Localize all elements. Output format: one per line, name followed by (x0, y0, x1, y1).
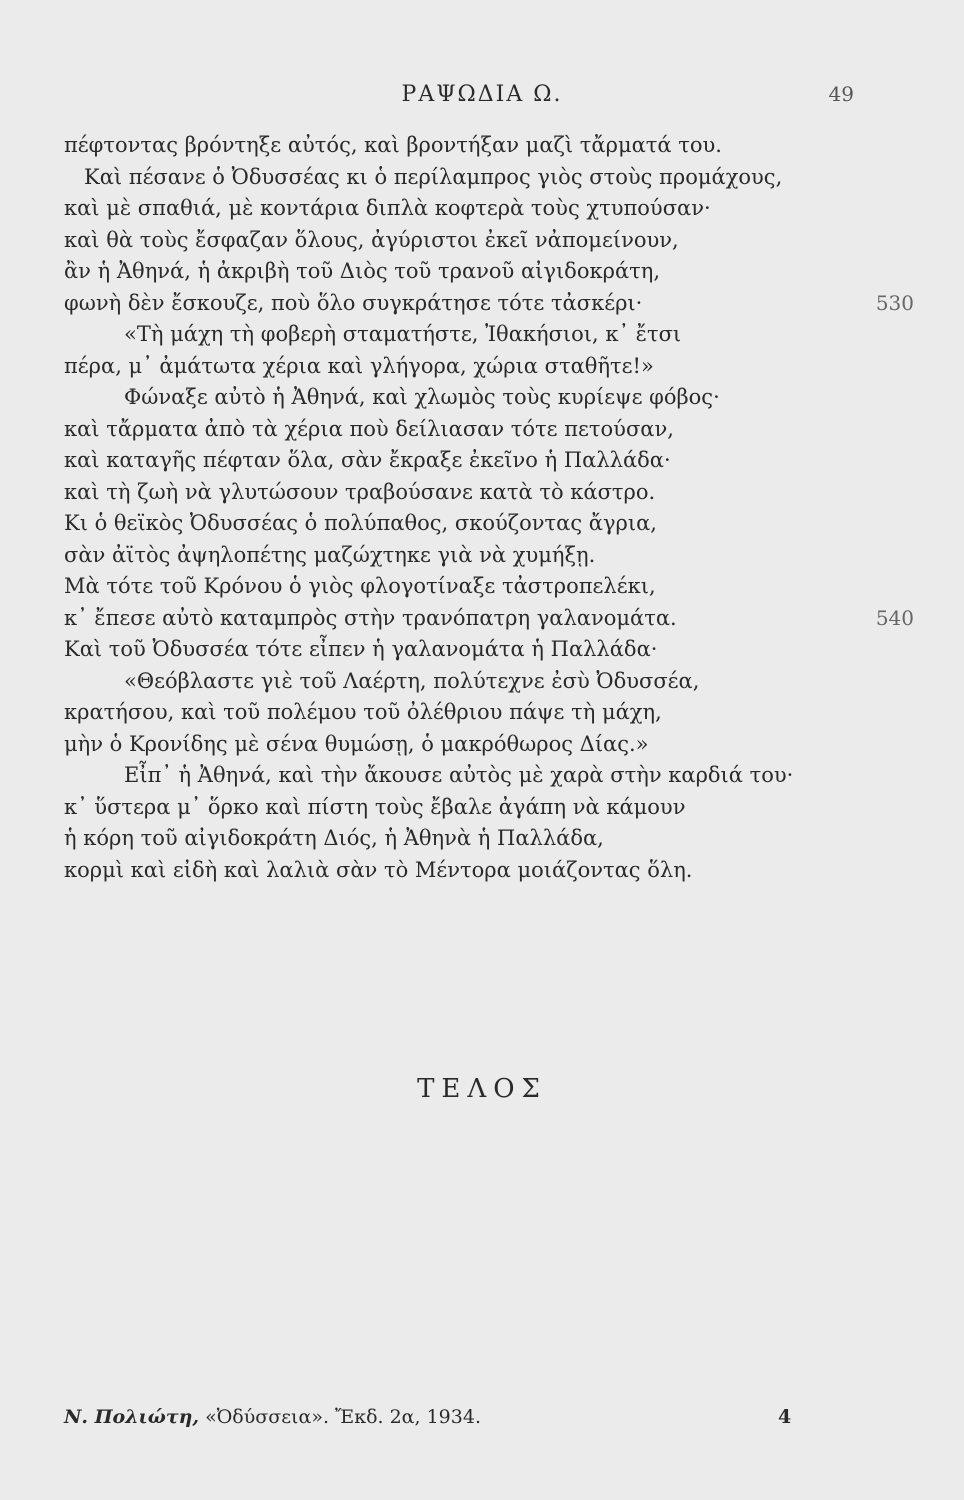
verse-text: πέρα, μ᾿ ἀμάτωτα χέρια καὶ γλήγορα, χώρια σταθῆτε!» (64, 353, 654, 378)
verse-line (64, 193, 884, 225)
verse-text: Μὰ τότε τοῦ Κρόνου ὁ γιὸς φλογοτίναξε τἀστροπελέκι, (64, 574, 656, 598)
verse-text: κ᾿ ἔπεσε αὐτὸ καταμπρὸς στὴν τρανόπατρη γαλανομάτα. (64, 605, 677, 630)
verse-text: ἡ κόρη τοῦ αἰγιδοκράτη Διός, ἡ Ἀθηνὰ ἡ Παλλάδα, (64, 826, 604, 850)
verse-line (64, 130, 884, 162)
footer-edition: «Ὀδύσσεια». Ἔκδ. 2α, 1934. (199, 1406, 481, 1428)
verse-text: καὶ μὲ σπαθιά, μὲ κοντάρια διπλὰ κοφτερὰ τοὺς χτυπούσαν· (64, 196, 711, 220)
verse-text: πέφτοντας βρόντηξε αὐτός, καὶ βροντήξαν μαζὶ τἄρματά του. (64, 133, 722, 157)
verse-line (64, 697, 884, 729)
verse-line (64, 823, 884, 855)
verse-text: κ᾿ ὕστερα μ᾿ ὅρκο καὶ πίστη τοὺς ἔβαλε ἀγάπη νὰ κάμουν (64, 794, 686, 819)
verse-line (64, 351, 884, 383)
verse-line (64, 540, 884, 572)
verse-line (64, 288, 914, 320)
verse-text: καὶ τὴ ζωὴ νὰ γλυτώσουν τραβούσανε κατὰ τὸ κάστρο. (64, 479, 656, 504)
verse-line (64, 162, 884, 194)
verse-line (64, 760, 884, 792)
verse-line (64, 414, 884, 446)
footer-citation (64, 1406, 824, 1428)
page-number: 49 (828, 82, 854, 106)
verse-text: «Τὴ μάχη τὴ φοβερὴ σταματήστε, Ἰθακήσιοι, κ᾿ ἔτσι (124, 322, 682, 346)
verse-text: σὰν ἀϊτὸς ἀψηλοπέτης μαζώχτηκε γιὰ νὰ χυμήξῃ. (64, 542, 596, 567)
end-mark: ΤΕΛΟΣ (417, 1074, 547, 1104)
verse-line (64, 571, 884, 603)
verse-line (64, 508, 884, 540)
verse-text: κορμὶ καὶ εἰδὴ καὶ λαλιὰ σὰν τὸ Μέντορα μοιάζοντας ὅλη. (64, 857, 693, 882)
verse-text: «Θεόβλαστε γιὲ τοῦ Λαέρτη, πολύτεχνε ἐσὺ Ὀδυσσέα, (124, 668, 700, 693)
verse-text: Καὶ πέσανε ὁ Ὀδυσσέας κι ὁ περίλαμπρος γιὸς στοὺς προμάχους, (84, 164, 783, 189)
verse-text: Φώναξε αὐτὸ ἡ Ἀθηνά, καὶ χλωμὸς τοὺς κυρίεψε φόβος· (124, 385, 720, 409)
verse-line (64, 729, 884, 761)
verse-text: Καὶ τοῦ Ὀδυσσέα τότε εἶπεν ἡ γαλανομάτα ἡ Παλλάδα· (64, 637, 658, 661)
verse-text: καὶ τἄρματα ἀπὸ τὰ χέρια ποὺ δείλιασαν τότε πετούσαν, (64, 416, 674, 441)
verse-text: ἂν ἡ Ἀθηνά, ἡ ἀκριβὴ τοῦ Διὸς τοῦ τρανοῦ αἰγιδοκράτη, (64, 259, 660, 283)
verse-text: καὶ θὰ τοὺς ἔσφαζαν ὅλους, ἀγύριστοι ἐκεῖ νἀπομείνουν, (64, 227, 679, 252)
verse-line (64, 666, 884, 698)
verse-text: κρατήσου, καὶ τοῦ πολέμου τοῦ ὀλέθριου πάψε τὴ μάχη, (64, 700, 662, 724)
verse-text: Εἶπ᾿ ἡ Ἀθηνά, καὶ τὴν ἄκουσε αὐτὸς μὲ χαρὰ στὴν καρδιά του· (124, 763, 794, 787)
running-head: ΡΑΨΩΔΙΑ Ω. (401, 82, 563, 107)
verse-line (64, 792, 884, 824)
verse-block (64, 130, 914, 886)
verse-text: φωνὴ δὲν ἔσκουζε, ποὺ ὅλο συγκράτησε τότε τἀσκέρι· (64, 290, 643, 315)
footer-author: Ν. Πολιώτη, (64, 1406, 200, 1428)
verse-text: Κι ὁ θεϊκὸς Ὀδυσσέας ὁ πολύπαθος, σκούζοντας ἄγρια, (64, 511, 657, 535)
verse-line (64, 477, 884, 509)
verse-line (64, 256, 884, 288)
verse-line (64, 855, 884, 887)
verse-text: μὴν ὁ Κρονίδης μὲ σένα θυμώσῃ, ὁ μακρόθωρος Δίας.» (64, 731, 649, 756)
verse-line (64, 445, 884, 477)
signature-mark: 4 (778, 1406, 792, 1428)
verse-text: καὶ καταγῆς πέφταν ὅλα, σὰν ἔκραξε ἐκεῖνο ἡ Παλλάδα· (64, 448, 671, 472)
verse-line (64, 319, 884, 351)
verse-line (64, 634, 884, 666)
verse-line (64, 603, 914, 635)
line-number: 540 (875, 605, 914, 630)
verse-line (64, 382, 884, 414)
line-number: 530 (875, 290, 914, 315)
verse-line (64, 225, 884, 257)
